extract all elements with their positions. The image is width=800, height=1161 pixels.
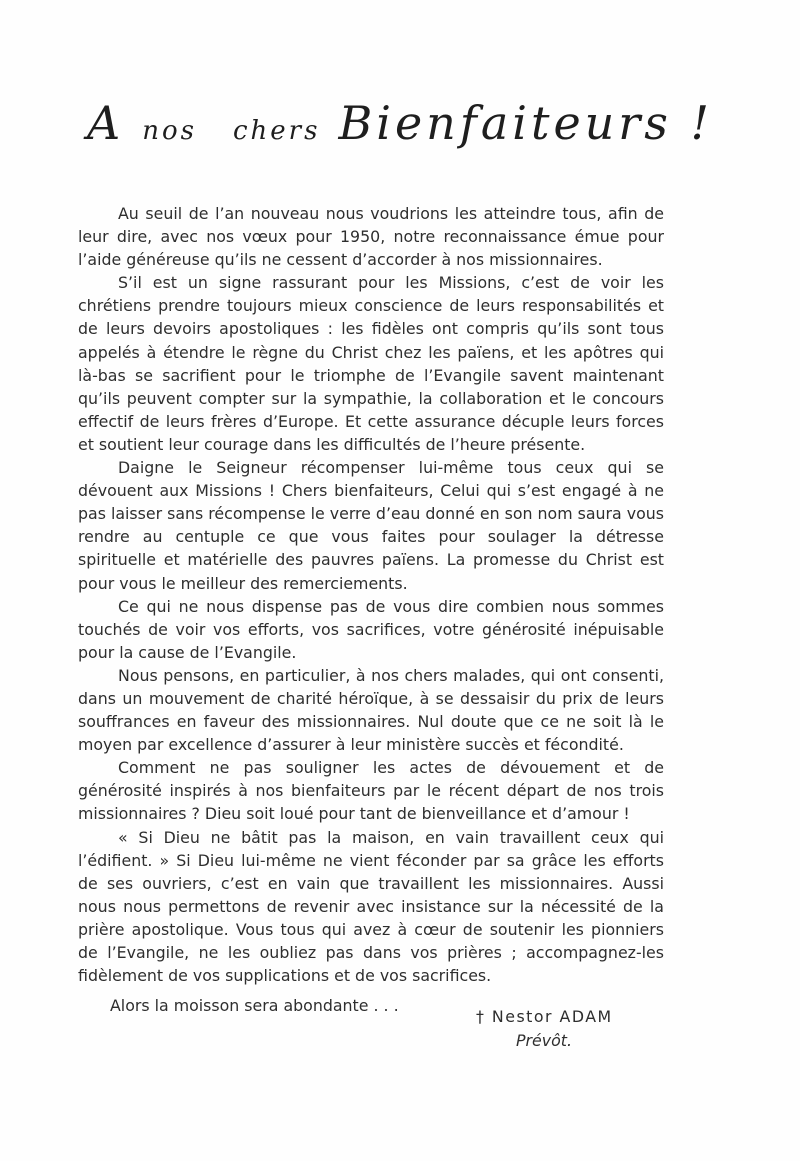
signature-name: † Nestor ADAM xyxy=(476,1007,613,1026)
paragraph-1: Au seuil de l’an nouveau nous voudrions les atteindre tous, afin de leur dire, avec nos vœux pour 1950, notre reconnaissance émue pour l’aide généreuse qu’ils ne cessent d’accorder à nos missionnaires. xyxy=(78,204,664,270)
paragraph-2: S’il est un signe rassurant pour les Missions, c’est de voir les chrétiens prendre toujours mieux conscience de leurs responsabilités et de leurs devoirs apostoliques : les fidèles ont compris qu’ils sont tous appelés à étendre le règne du Christ chez les païens, et les apôtres qui là-bas se sacrifient pour le triomphe de l’Evangile savent maintenant qu’ils peuvent compter sur la sympathie, la collaboration et le concours effectif de leurs frères d’Europe. Et cette assurance décuple leurs forces et soutient leur courage dans les difficultés de l’heure présente. xyxy=(78,273,664,454)
letter-body xyxy=(78,202,664,987)
paragraph-6: Comment ne pas souligner les actes de dévouement et de générosité inspirés à nos bienfaiteurs par le récent départ de nos trois missionnaires ? Dieu soit loué pour tant de bienveillance et d’amour ! xyxy=(78,758,664,824)
letter-title xyxy=(0,96,800,150)
title-word-a: A xyxy=(86,96,125,150)
closing-line: Alors la moisson sera abondante . . . xyxy=(110,996,399,1015)
paragraph-5: Nous pensons, en particulier, à nos chers malades, qui ont consenti, dans un mouvement de charité héroïque, à se dessaisir du prix de leurs souffrances en faveur des missionnaires. Nul doute que ce ne soit là le moyen par excellence d’assurer à leur ministère succès et fécondité. xyxy=(78,665,664,755)
paragraph-4: Ce qui ne nous dispense pas de vous dire combien nous sommes touchés de voir vos efforts, vos sacrifices, votre générosité inépuisable pour la cause de l’Evangile. xyxy=(78,596,664,662)
signature-title: Prévôt. xyxy=(516,1031,572,1050)
paragraph-3: Daigne le Seigneur récompenser lui-même tous ceux qui se dévouent aux Missions ! Chers bienfaiteurs, Celui qui s’est engagé à ne pas laisser sans récompense le verre d’eau donné en son nom saura vous rendre au centuple ce que vous faites pour soulager la détresse spirituelle et matérielle des pauvres païens. La promesse du Christ est pour vous le meilleur des remerciements. xyxy=(78,458,664,593)
title-word-nos: nos xyxy=(142,116,197,146)
title-word-chers: chers xyxy=(232,116,321,146)
title-word-bienfaiteurs: Bienfaiteurs ! xyxy=(338,96,714,150)
paragraph-7: « Si Dieu ne bâtit pas la maison, en vain travaillent ceux qui l’édifient. » Si Dieu lui-même ne vient féconder par sa grâce les efforts de ses ouvriers, c’est en vain que travaillent les missionnaires. Aussi nous nous permettons de revenir avec insistance sur la nécessité de la prière apostolique. Vous tous qui avez à cœur de soutenir les pionniers de l’Evangile, ne les oubliez pas dans vos prières ; accompagnez-les fidèlement de vos supplications et de vos sacrifices. xyxy=(78,827,664,986)
